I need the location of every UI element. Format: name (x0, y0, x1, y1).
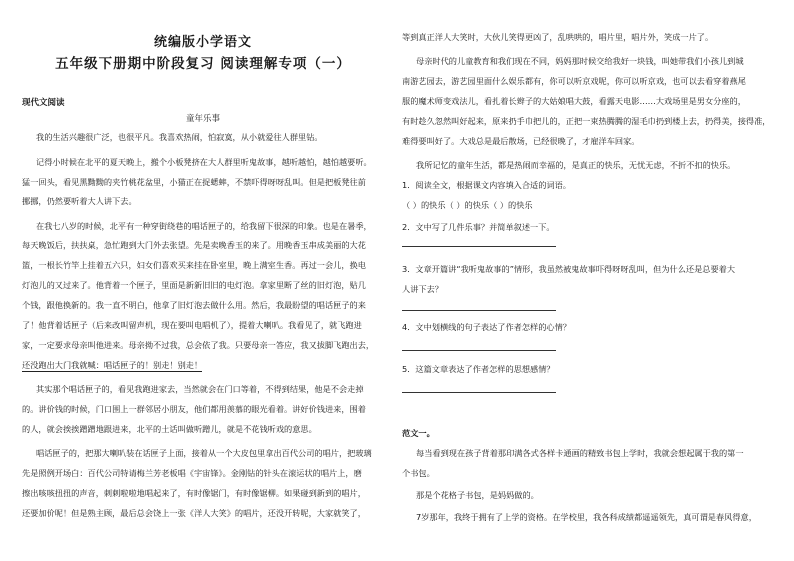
answer-line[interactable] (402, 246, 556, 247)
text-line: 那是个花格子书包，是妈妈做的。 (416, 490, 539, 500)
answer-line[interactable] (402, 392, 556, 393)
text-line: 其实那个唱话匣子的，看见我跑进家去，当然就会在门口等着，不得到结果，他是不会走掉 (36, 384, 364, 394)
question-1-blanks: （ ）的快乐（ ）的快乐（ ）的快乐 (402, 200, 533, 210)
text-line: 了！他背着话匣子（后来改叫留声机，现在要叫电唱机了），提着大喇叭。我看见了，就飞跑进 (22, 320, 362, 330)
text-line: 擦出咳咳扭扭的声音，刺刺啦啦地唱起来了，有时像锯门，有时像锯柳。如果碰到新到的唱片， (22, 488, 366, 498)
text-line: 我的生活兴趣很广泛，也很平凡。我喜欢热闹，怕寂寞，从小就爱往人群里钻。 (36, 132, 323, 142)
question-2: 2．文中写了几件乐事？并简单叙述一下。 (402, 222, 555, 232)
text-line: 的人，就会挨挨蹭蹭地跟进来，北平的土话叫做听蹭儿，就是不花钱听戏的意思。 (22, 424, 317, 434)
text-line: 家，一定要求母亲叫他进来。母亲拗不过我，总会依了我。只要母亲一答应，我又拔脚飞跑出去， (22, 340, 375, 350)
text-line: 7岁那年，我终于拥有了上学的资格。在学校里，我各科成绩都遥遥领先，真可谓是春风得意， (416, 512, 757, 522)
text-line: 服的魔术师变戏法儿，看扎着长辫子的大姑娘唱大鼓，看露天电影……大戏场里是男女分座的， (402, 96, 746, 106)
text-line: 南游艺园去，游艺园里面什么娱乐都有，你可以听京戏呢，你可以听京戏，也可以去看穿着燕尾 (402, 76, 746, 86)
text-line: 挪挪，仍然要听着大人讲下去。 (22, 196, 137, 206)
text-line: 猛一回头，看见黑黝黝的夹竹桃花盆里，小猫正在捉蟋蟀，不禁吓得呀呀乱叫。但是把板凳往前 (22, 177, 366, 187)
text-line: 灯泡儿的又过来了。他背着一个匣子，里面是新新旧旧的电灯泡。拿家里断了丝的旧灯泡，贴几 (22, 280, 366, 290)
question-3: 3．文章开篇讲“我听鬼故事的”情形，我虽然被鬼故事吓得呀呀乱叫，但为什么还是总要着大 (402, 264, 736, 274)
text-line: 在我七八岁的时候，北平有一种穿街绕巷的唱话匣子的，给我留下很深的印象。也是在暑季， (36, 221, 372, 231)
text-line: 篮，一根长竹竿上挂着五六只，妇女们喜欢买来挂在卧室里，晚上满室生香。再过一会儿，换电 (22, 260, 366, 270)
text-line: 每天晚饭后，扶扶桌，急忙跑到大门外去张望。先是卖晚香玉的来了。用晚香玉串成美丽的大花 (22, 240, 366, 250)
question-5: 5．这篇文章表达了作者怎样的思想感情？ (402, 364, 555, 374)
text-line: 我所记忆的童年生活，都是热闹而幸福的，是真正的快乐，无忧无虑，不折不扣的快乐。 (416, 160, 736, 170)
underlined-sentence: 还没跑出大门我就喊：唱话匣子的！别走！别走！ (22, 360, 203, 370)
text-line: 先是照例开场白：百代公司特请梅兰芳老板唱《宇宙锋》。金刚钻的针头在滚运状的唱片上，磨 (22, 468, 362, 478)
question-4: 4．文中划横线的句子表达了作者怎样的心情？ (402, 322, 571, 332)
answer-line[interactable] (402, 350, 556, 351)
section-heading: 现代文阅读 (22, 98, 65, 108)
text-line: 每当看到现在孩子背着那印满各式各样卡通画的精致书包上学时，我就会想起属于我的第一 (416, 448, 744, 458)
text-line: 记得小时候在北平的夏天晚上，搬个小板凳挤在大人群里听鬼故事，越听越怕，越怕越要听。 (36, 157, 372, 167)
question-3-continued: 人讲下去？ (402, 284, 443, 294)
text-line: 难得要叫好了。大戏总是最后散场，已经很晚了，才雇洋车回家。 (402, 136, 640, 146)
text-line: 个钱，跟他换新的。我一直不明白，他拿了旧灯泡去做什么用。然后，我最盼望的唱话匣子的来 (22, 300, 366, 310)
text-line: 等到真正洋人大笑时，大伙儿笑得更凶了，乱哄哄的，唱片里，唱片外，笑成一片了。 (402, 32, 714, 42)
text-line: 个书包。 (402, 468, 435, 478)
answer-line[interactable] (402, 310, 556, 311)
text-line: 有时趁久忽然叫好起来，原来扔手巾把儿的，正把一束热腾腾的湿毛巾扔到楼上去，扔得美，接得准， (402, 116, 771, 126)
text-line: 母亲时代的儿童教育和我们现在不同，妈妈那时候交给我好一块钱，叫她带我们小孩儿到城 (416, 56, 744, 66)
question-1: 1．阅读全文，根据课文内容填入合适的词语。 (402, 180, 571, 190)
document-title: 统编版小学语文 (153, 35, 252, 50)
document-subtitle: 五年级下册期中阶段复习 阅读理解专项（一） (55, 56, 351, 72)
passage-title: 童年乐事 (185, 114, 220, 124)
model-essay-heading: 范文一。 (402, 428, 435, 438)
text-line: 唱话匣子的，把那大喇叭装在话匣子上面，接着从一个大皮包里拿出百代公司的唱片，把玻璃 (36, 448, 372, 458)
text-line: 还要加价呢！但是熟主顾，最后总会饶上一张《洋人大笑》的唱片，还没开转呢，大家就笑了， (22, 508, 366, 518)
text-line: 的。讲价钱的时候，门口围上一群邻居小朋友，他们都用羡慕的眼光看着。讲好价钱进来，围着 (22, 404, 366, 414)
